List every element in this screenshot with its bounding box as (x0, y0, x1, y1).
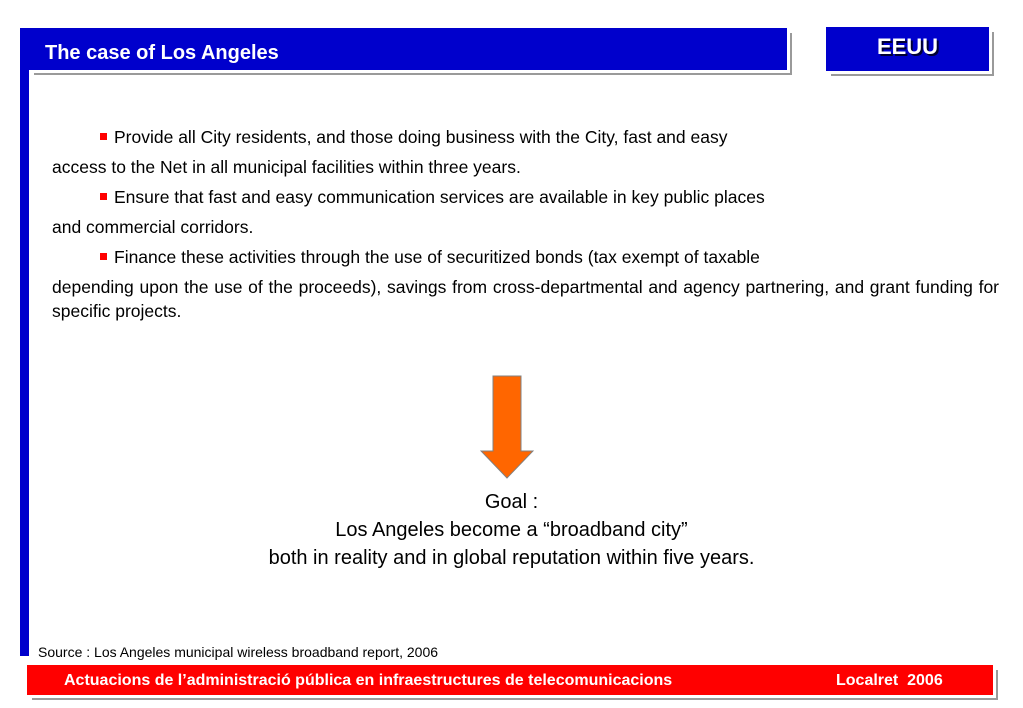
bullet-first-line: Provide all City residents, and those doing business with the City, fast and easy (114, 127, 728, 147)
footer-banner (27, 665, 993, 695)
bullet-first-line: Finance these activities through the use of securitized bonds (tax exempt of taxable (114, 247, 760, 267)
country-banner (826, 27, 989, 71)
bullet-continuation: and commercial corridors. (52, 217, 254, 237)
goal-heading: Goal : (484, 491, 539, 513)
country-tag: EEUU (876, 34, 939, 59)
bullet-continuation: access to the Net in all municipal facilities within three years. (52, 157, 521, 177)
footer-title: Actuacions de l’administració pública en infraestructures de telecomunicacions (64, 672, 673, 689)
bullet-square-icon (100, 193, 107, 200)
bullet-square-icon (100, 133, 107, 140)
bullet-item (52, 122, 999, 182)
goal-line: both in reality and in global reputation within five years. (268, 547, 755, 569)
bullet-square-icon (100, 253, 107, 260)
title-banner (29, 28, 787, 70)
bullet-first-line: Ensure that fast and easy communication services are available in key public places (114, 187, 765, 207)
source-note: Source : Los Angeles municipal wireless broadband report, 2006 (38, 644, 439, 660)
bullet-list (52, 122, 999, 323)
page-title: The case of Los Angeles (45, 42, 279, 64)
bullet-continuation: depending upon the use of the proceeds), savings from cross-departmental and agency partnering, and grant funding for specific projects. (52, 277, 999, 321)
down-arrow-icon (480, 375, 534, 479)
bullet-item (52, 242, 999, 323)
bullet-item (52, 182, 999, 242)
goal-line: Los Angeles become a “broadband city” (335, 519, 688, 541)
goal-statement (0, 488, 1023, 572)
footer-org-year: Localret 2006 (836, 672, 943, 689)
